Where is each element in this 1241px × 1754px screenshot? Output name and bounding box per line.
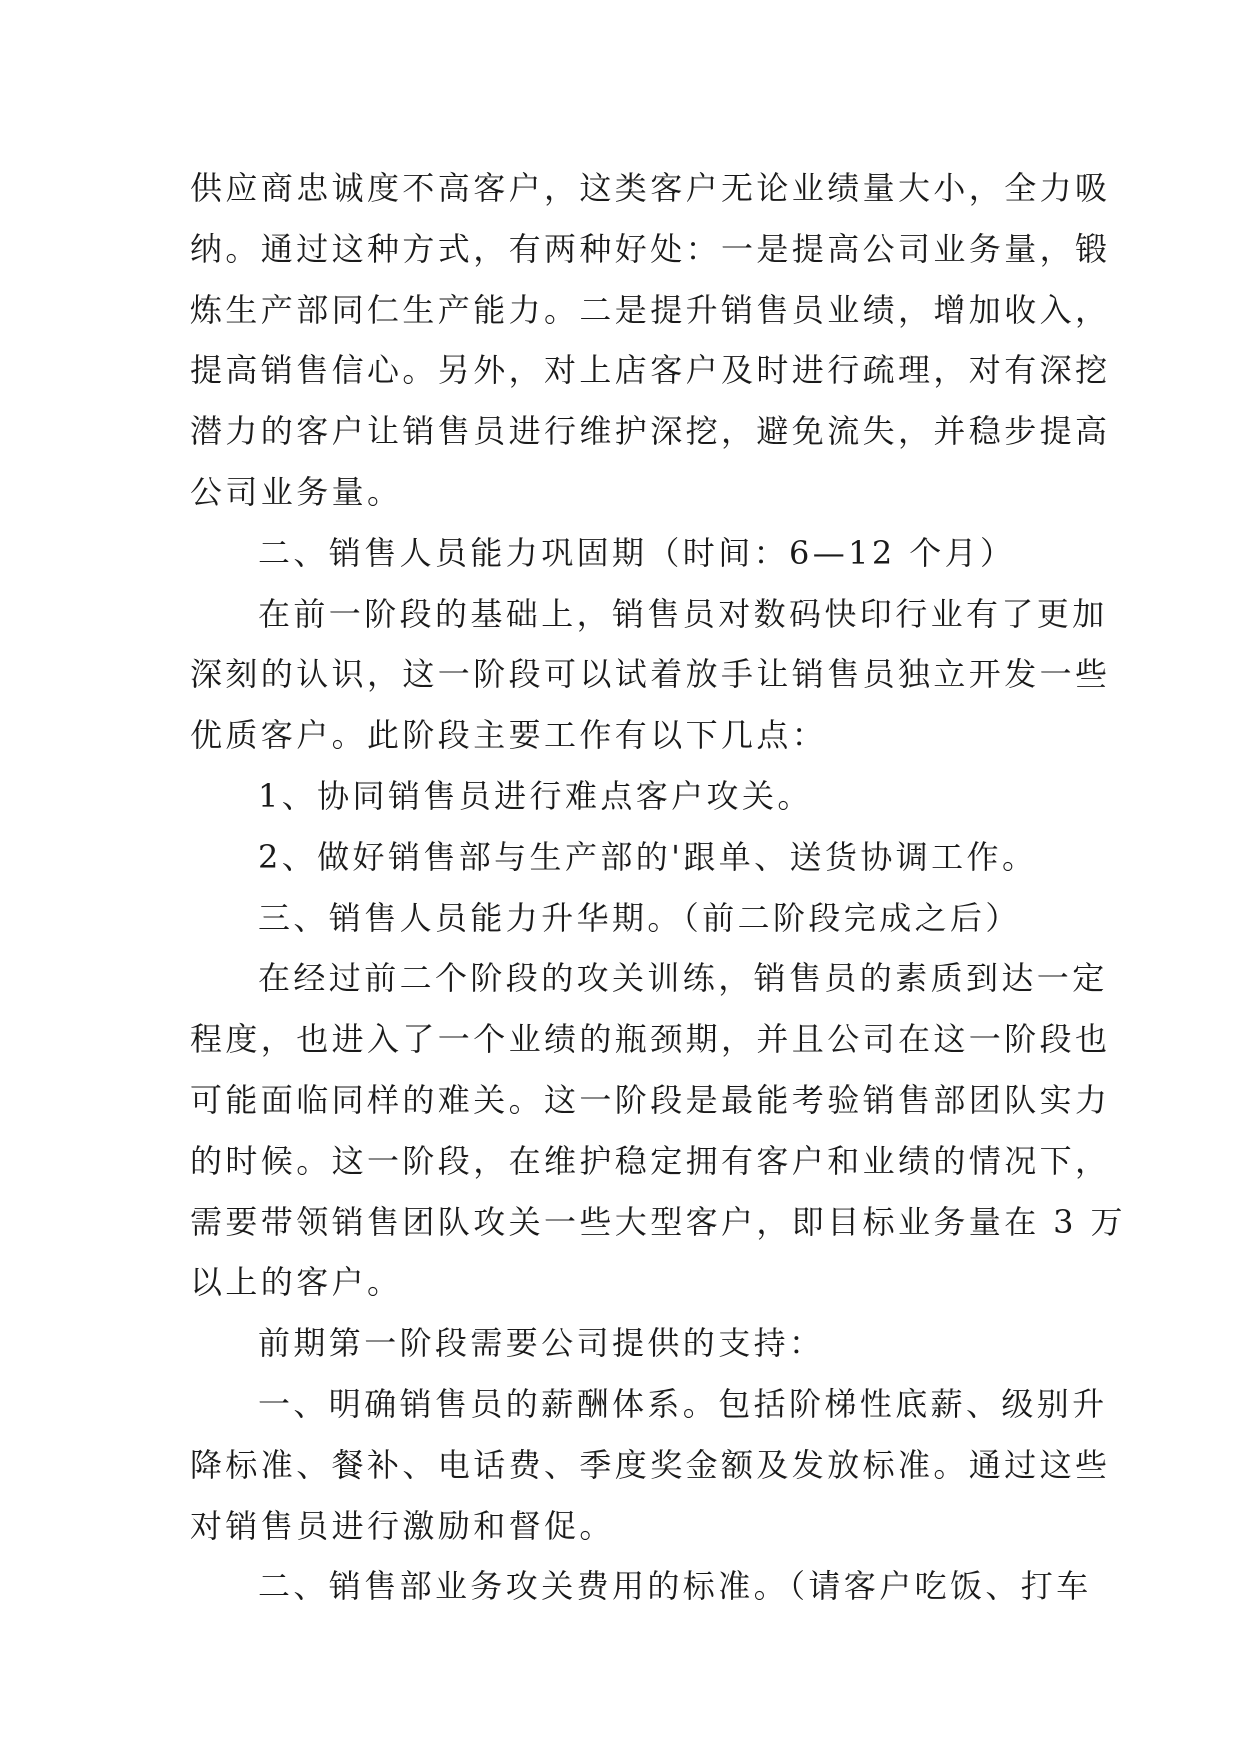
text-line: 程度，也进入了一个业绩的瓶颈期，并且公司在这一阶段也 [190,1020,1111,1059]
text-line: 2、做好销售部与生产部的'跟单、送货协调工作。 [258,837,1038,876]
text-line: 优质客户。此阶段主要工作有以下几点： [190,716,828,755]
text-line: 需要带领销售团队攻关一些大型客户，即目标业务量在 3 万 [190,1202,1126,1241]
text-line: 三、销售人员能力升华期。（前二阶段完成之后） [258,898,1021,937]
text-line: 公司业务量。 [190,472,403,511]
text-line: 降标准、餐补、电话费、季度奖金额及发放标准。通过这些 [190,1445,1111,1484]
list-item-1 [190,766,1060,827]
paragraph-expense-standard [190,1556,1092,1617]
text-line: 潜力的客户让销售员进行维护深挖，避免流失，并稳步提高 [190,412,1111,451]
text-line: 供应商忠诚度不高客户，这类客户无论业绩量大小，全力吸 [190,169,1111,207]
paragraph-salary-system [190,1374,1111,1556]
text-line: 的时候。这一阶段，在维护稳定拥有客户和业绩的情况下， [190,1141,1111,1180]
text-line: 前期第一阶段需要公司提供的支持： [258,1324,825,1363]
text-line: 纳。通过这种方式，有两种好处：一是提高公司业务量，锻 [190,229,1111,268]
text-line: 提高销售信心。另外，对上店客户及时进行疏理，对有深挖 [190,351,1111,390]
text-line: 以上的客户。 [190,1263,403,1302]
text-line: 炼生产部同仁生产能力。二是提升销售员业绩，增加收入， [190,290,1111,329]
section-heading-support [190,1313,1060,1374]
section-heading-sublimation [190,888,1060,949]
text-line: 一、明确销售员的薪酬体系。包括阶梯性底薪、级别升 [258,1384,1108,1423]
text-line: 在经过前二个阶段的攻关训练，销售员的素质到达一定 [258,959,1108,998]
paragraph-sublimation-body [190,948,1126,1313]
text-line: 深刻的认识，这一阶段可以试着放手让销售员独立开发一些 [190,655,1111,694]
paragraph-customer-acquisition [190,158,1111,523]
text-line: 可能面临同样的难关。这一阶段是最能考验销售部团队实力 [190,1080,1111,1119]
list-item-2 [190,827,1060,888]
document-body [190,158,1126,1617]
text-line: 二、销售部业务攻关费用的标准。（请客户吃饭、打车 [258,1567,1092,1606]
section-heading-consolidation [190,523,1060,584]
paragraph-consolidation-intro [190,584,1111,766]
text-line: 二、销售人员能力巩固期（时间：6—12 个月） [258,533,1016,572]
text-line: 在前一阶段的基础上，销售员对数码快印行业有了更加 [258,594,1108,633]
text-line: 1、协同销售员进行难点客户攻关。 [258,776,813,815]
text-line: 对销售员进行激励和督促。 [190,1506,615,1545]
